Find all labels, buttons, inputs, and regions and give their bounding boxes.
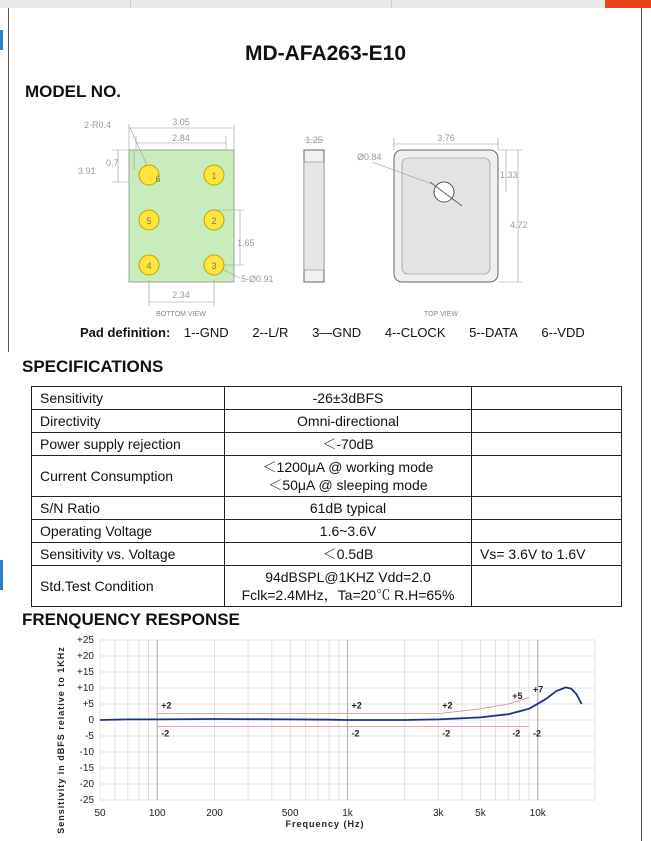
table-row: [32, 456, 622, 497]
bottom-view-label: BOTTOM VIEW: [156, 311, 206, 318]
annotation-label: +2: [442, 700, 453, 711]
sound-port: [434, 182, 454, 202]
spec-name: Operating Voltage: [32, 520, 225, 543]
spec-value: 1.6~3.6V: [225, 520, 472, 543]
spec-note: [472, 456, 622, 497]
spec-note: [472, 566, 622, 607]
pad-number: 6: [155, 174, 161, 184]
table-row: [32, 566, 622, 607]
x-tick-label: 100: [148, 808, 166, 819]
spec-name: Current Consumption: [32, 456, 225, 497]
spec-note: Vs= 3.6V to 1.6V: [472, 543, 622, 566]
chart-y-ticks: [77, 635, 94, 806]
x-tick-label: 50: [94, 808, 106, 819]
pad-item: 5--DATA: [469, 325, 518, 340]
pad-item: 3—GND: [312, 325, 362, 340]
dim-radius: 2-R0.4: [84, 120, 112, 130]
y-tick-label: -20: [79, 779, 94, 790]
chart-x-ticks: [94, 808, 546, 819]
dim-width-pads: 2.34: [172, 290, 190, 300]
spec-note: [472, 387, 622, 410]
spec-value: ＜0.5dB: [225, 543, 472, 566]
toolbar-accent: [605, 0, 651, 8]
side-view: [304, 140, 324, 282]
y-tick-label: +15: [77, 667, 94, 678]
pad-definition: [80, 325, 605, 340]
pad-number: 1: [211, 171, 217, 181]
dim-width-inner: 2.84: [172, 133, 190, 143]
annotation-label: -2: [512, 728, 521, 739]
y-tick-label: -15: [79, 763, 94, 774]
annotation-label: -2: [161, 728, 170, 739]
spec-name: S/N Ratio: [32, 497, 225, 520]
table-row: [32, 497, 622, 520]
spec-name: Directivity: [32, 410, 225, 433]
x-tick-label: 1k: [342, 808, 353, 819]
specs-heading: SPECIFICATIONS: [22, 357, 164, 376]
x-tick-label: 200: [206, 808, 223, 819]
chart-y-axis-label: Sensitivity in dBFS relative to 1KHz: [56, 646, 66, 834]
frequency-heading: FRENQUENCY RESPONSE: [22, 610, 240, 629]
dim-top-height-a: 1.33: [500, 170, 518, 180]
edge-marker: [0, 560, 3, 590]
table-row: [32, 520, 622, 543]
spec-name: Sensitivity: [32, 387, 225, 410]
spec-name: Sensitivity vs. Voltage: [32, 543, 225, 566]
y-tick-label: 0: [88, 715, 94, 726]
model-heading: MODEL NO.: [25, 82, 122, 101]
y-tick-label: -10: [79, 747, 94, 758]
annotation-label: +7: [533, 684, 544, 695]
page-title: MD-AFA263-E10: [244, 42, 407, 65]
y-tick-label: +10: [77, 683, 94, 694]
pad-number: 2: [211, 216, 217, 226]
pad-item: 2--L/R: [252, 325, 289, 340]
spec-value-multiline: [225, 566, 472, 607]
pad-number: 3: [211, 261, 217, 271]
specifications-table: [31, 386, 622, 607]
spec-value: -26±3dBFS: [225, 387, 472, 410]
dim-port: Ø0.84: [357, 152, 382, 162]
dim-width-outer: 3.05: [172, 117, 190, 127]
dim-top-height-b: 4.72: [510, 220, 528, 230]
top-view: [394, 150, 498, 282]
pad-number: 4: [146, 261, 152, 271]
spec-value-line: Fclk=2.4MHz，Ta=20℃ R.H=65%: [241, 587, 455, 603]
spec-value: ＜-70dB: [225, 433, 472, 456]
top-toolbar-strip: [0, 0, 651, 8]
y-tick-label: +5: [82, 699, 94, 710]
annotation-label: -2: [442, 728, 451, 739]
pad-definition-label: Pad definition:: [80, 325, 171, 340]
spec-note: [472, 433, 622, 456]
spec-value: 61dB typical: [225, 497, 472, 520]
y-tick-label: -25: [79, 795, 94, 806]
y-tick-label: +20: [77, 651, 94, 662]
y-tick-label: +25: [77, 635, 94, 646]
pad-item: 4--CLOCK: [384, 325, 446, 340]
x-tick-label: 10k: [529, 808, 546, 819]
spec-name: Power supply rejection: [32, 433, 225, 456]
spec-note: [472, 497, 622, 520]
dim-hole: 5-Ø0.91: [241, 274, 274, 284]
spec-note: [472, 520, 622, 543]
spec-value: Omni-directional: [225, 410, 472, 433]
annotation-label: -2: [533, 728, 542, 739]
chart-limit-lines: [157, 698, 529, 727]
spec-value-line: ＜50μA @ sleeping mode: [268, 477, 428, 493]
chart-annotations: [161, 685, 543, 739]
pad-number: 5: [146, 216, 152, 226]
spec-value-line: ＜1200μA @ working mode: [262, 459, 434, 475]
table-row: [32, 410, 622, 433]
dim-height-b: 0.7: [106, 158, 119, 168]
spec-value-multiline: [225, 456, 472, 497]
table-row: [32, 543, 622, 566]
y-tick-label: -5: [85, 731, 94, 742]
mechanical-drawing: [0, 110, 651, 320]
table-row: [32, 387, 622, 410]
x-tick-label: 500: [281, 808, 299, 819]
spec-note: [472, 410, 622, 433]
pad-item: 6--VDD: [541, 325, 585, 340]
frequency-response-chart: [0, 630, 651, 841]
annotation-label: +2: [161, 700, 172, 711]
chart-x-axis-label: Frequency (Hz): [285, 819, 365, 829]
annotation-label: -2: [351, 728, 360, 739]
spec-value-line: 94dBSPL@1KHZ Vdd=2.0: [265, 569, 431, 585]
pad-item: 1--GND: [183, 325, 229, 340]
dim-side: 1.25: [305, 135, 323, 145]
dim-height-a: 3.91: [78, 166, 96, 176]
toolbar-segment: [0, 0, 131, 8]
dim-pitch: 1.65: [237, 238, 255, 248]
toolbar-segment: [131, 0, 392, 8]
x-tick-label: 5k: [475, 808, 486, 819]
annotation-label: +5: [512, 691, 523, 701]
x-tick-label: 3k: [432, 808, 444, 819]
top-view-label: TOP VIEW: [424, 311, 458, 318]
spec-name: Std.Test Condition: [32, 566, 225, 607]
annotation-label: +2: [351, 700, 362, 711]
upper-limit-line: [157, 698, 529, 714]
table-row: [32, 433, 622, 456]
dim-top-width: 3.76: [437, 133, 455, 143]
